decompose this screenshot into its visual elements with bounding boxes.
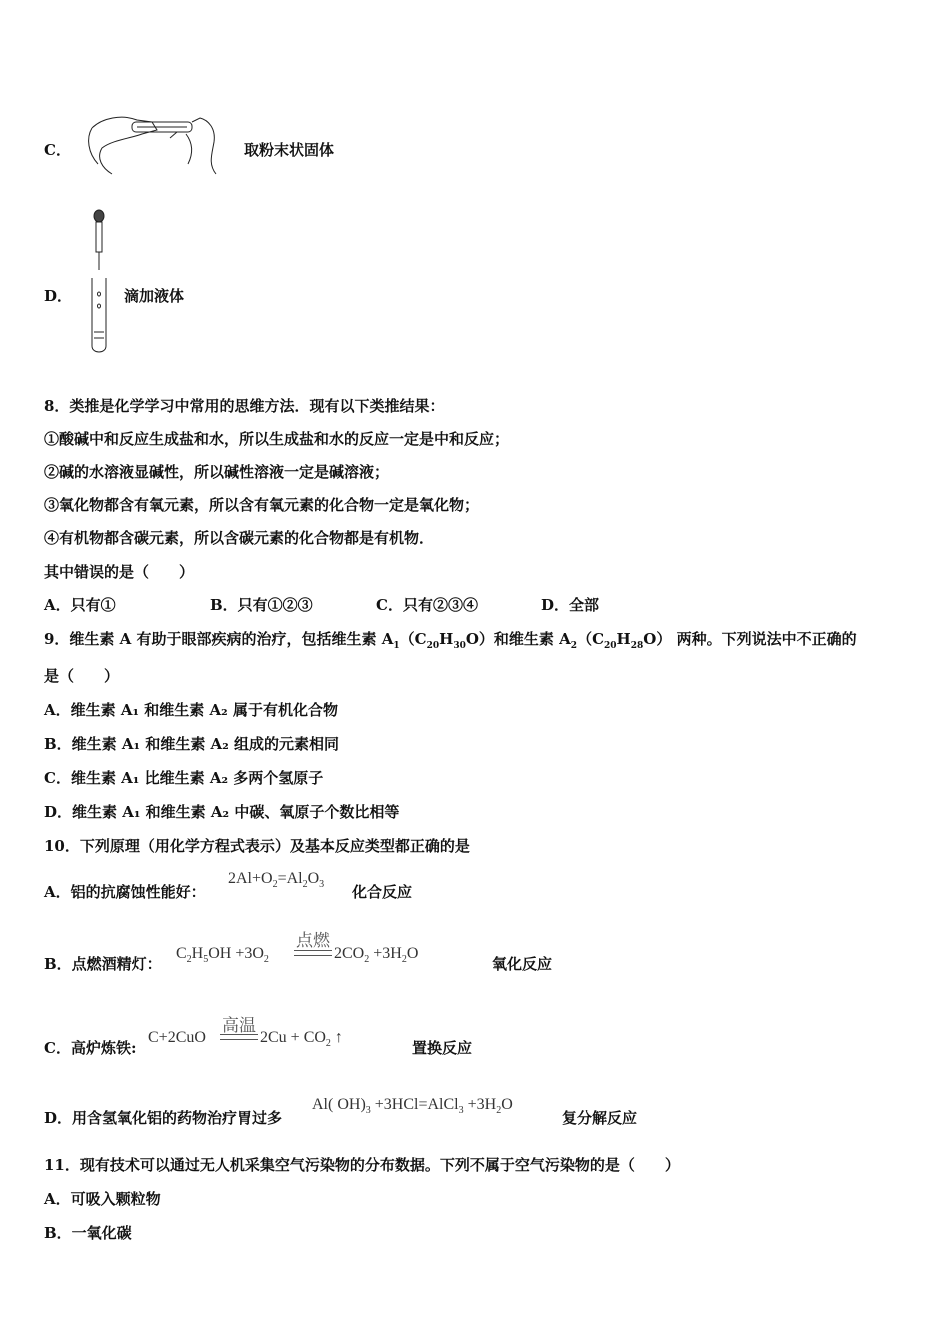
q10-option-a[interactable]: A．铝的抗腐蚀性能好： [44,883,206,901]
q10-equals-b [294,950,332,956]
option-d-label: 滴加液体 [124,287,185,305]
q10-type-b: 氧化反应 [492,955,553,973]
q10-option-b[interactable]: B．点燃酒精灯： [44,955,162,973]
test-tube-hands-illustration [82,108,222,180]
q11-option-a[interactable]: A．可吸入颗粒物 [44,1190,161,1208]
option-c-letter: C． [44,141,71,159]
q8-stem: 8．类推是化学学习中常用的思维方法．现有以下类推结果： [44,397,445,415]
q10-option-d[interactable]: D．用含氢氧化铝的药物治疗胃过多 [44,1109,283,1127]
q8-statement-4: ④有机物都含碳元素，所以含碳元素的化合物都是有机物． [44,529,435,547]
q9-option-b[interactable]: B．维生素 A₁ 和维生素 A₂ 组成的元素相同 [44,735,339,753]
q8-option-b[interactable]: B．只有①②③ [210,596,313,614]
q10-equation-d: Al( $OH)_3$ +3HCl=AlCl$_3$ $+3H_2O$ [312,1096,513,1117]
option-c-label: 取粉末状固体 [244,141,335,159]
dropper-tube-illustration [86,208,116,358]
option-d-letter: D． [44,287,73,305]
q10-type-c: 置换反应 [412,1039,473,1057]
q8-statement-2: ②碱的水溶液显碱性，所以碱性溶液一定是碱溶液； [44,463,390,481]
q10-option-c[interactable]: C．高炉炼铁: [44,1039,137,1057]
q10-equation-b-left: $C_2H_5OH +3O_2$ [176,945,269,966]
q9-option-a[interactable]: A．维生素 A₁ 和维生素 A₂ 属于有机化合物 [44,701,338,719]
q10-equation-c-right: $2Cu + CO_2$ ↑ [260,1029,343,1050]
q11-option-b[interactable]: B．一氧化碳 [44,1224,132,1242]
q10-equals-c [220,1034,258,1040]
q10-equation-b-right: $2CO_2 +3H_2O$ [334,945,419,966]
q9-stem-cont: 是（ ） [44,667,120,685]
q8-option-d[interactable]: D．全部 [541,596,600,614]
q10-equation-a: $2Al+O_2=Al_2O_3$ [228,870,325,891]
q9-option-d[interactable]: D．维生素 A₁ 和维生素 A₂ 中碳、氧原子个数比相等 [44,803,400,821]
q10-condition-c: 高温 [222,1016,256,1035]
q8-option-c[interactable]: C．只有②③④ [376,596,478,614]
q9-stem: 9．维生素 A 有助于眼部疾病的治疗，包括维生素 $A_1(C_{20}H_{30}O)$和维生素 $A_2(C_{20}H_{28}O)$ 两种。下列说法中不正确的 [44,630,857,651]
q10-type-a: 化合反应 [352,883,413,901]
q8-statement-1: ①酸碱中和反应生成盐和水，所以生成盐和水的反应一定是中和反应； [44,430,510,448]
q8-statement-3: ③氧化物都含有氧元素，所以含有氧元素的化合物一定是氧化物； [44,496,480,514]
q10-stem: 10．下列原理（用化学方程式表示）及基本反应类型都正确的是 [44,837,470,855]
q10-condition-b: 点燃 [296,931,330,950]
q8-option-a[interactable]: A．只有① [44,596,116,614]
q10-type-d: 复分解反应 [562,1109,638,1127]
q11-stem: 11．现有技术可以通过无人机采集空气污染物的分布数据。下列不属于空气污染物的是（ ） [44,1156,680,1174]
q10-equation-c-left: C+2CuO [148,1029,206,1046]
q9-option-c[interactable]: C．维生素 A₁ 比维生素 A₂ 多两个氢原子 [44,769,324,787]
q8-ask: 其中错误的是（ ） [44,563,195,581]
